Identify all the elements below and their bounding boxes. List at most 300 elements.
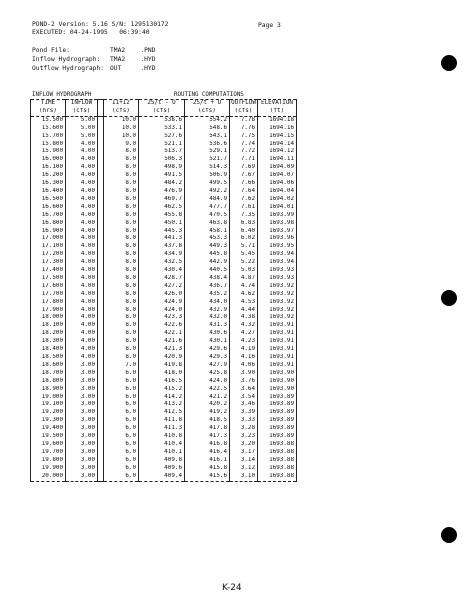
- table-row: [31, 409, 297, 417]
- inflow-cell: 4.00: [66, 314, 98, 322]
- time-cell: 19.800: [31, 457, 66, 465]
- 2st-minus-o-cell: 424.9: [139, 299, 185, 307]
- time-cell: 16.600: [31, 204, 66, 212]
- outflow-cell: 7.61: [230, 204, 258, 212]
- table-row: [31, 465, 297, 473]
- outflow-cell: 5.03: [230, 267, 258, 275]
- outflow-cell: 7.71: [230, 156, 258, 164]
- elevation-cell: 1693.88: [258, 473, 297, 481]
- 2st-minus-o-cell: 426.0: [139, 291, 185, 299]
- inflow-cell: 3.00: [66, 394, 98, 402]
- table-row: [31, 338, 297, 346]
- i1i2-cell: 6.0: [104, 378, 139, 386]
- col-header-time: TIME: [31, 100, 66, 108]
- 2st-plus-o-cell: 434.0: [185, 299, 230, 307]
- inflow-cell: 4.00: [66, 354, 98, 362]
- i1i2-cell: 8.0: [104, 172, 139, 180]
- inflow-cell: 4.00: [66, 148, 98, 156]
- time-cell: 16.200: [31, 172, 66, 180]
- table-row: [31, 330, 297, 338]
- i1i2-cell: 8.0: [104, 188, 139, 196]
- i1i2-cell: 10.0: [104, 133, 139, 141]
- 2st-minus-o-cell: 419.8: [139, 362, 185, 370]
- time-cell: 17.300: [31, 259, 66, 267]
- time-cell: 17.400: [31, 267, 66, 275]
- outflow-cell: 5.22: [230, 259, 258, 267]
- 2st-minus-o-cell: 513.7: [139, 148, 185, 156]
- table-row: [31, 267, 297, 275]
- 2st-minus-o-cell: 432.5: [139, 259, 185, 267]
- inflow-cell: 5.00: [66, 133, 98, 141]
- elevation-cell: 1694.11: [258, 156, 297, 164]
- elevation-cell: 1694.16: [258, 125, 297, 133]
- table-row: [31, 378, 297, 386]
- 2st-plus-o-cell: 492.2: [185, 188, 230, 196]
- time-cell: 17.100: [31, 243, 66, 251]
- i1i2-cell: 6.0: [104, 370, 139, 378]
- 2st-plus-o-cell: 422.5: [185, 386, 230, 394]
- table-row: [31, 386, 297, 394]
- outflow-cell: 6.02: [230, 235, 258, 243]
- 2st-plus-o-cell: 421.2: [185, 394, 230, 402]
- outflow-cell: 4.38: [230, 314, 258, 322]
- time-cell: 19.900: [31, 465, 66, 473]
- 2st-plus-o-cell: 440.5: [185, 267, 230, 275]
- i1i2-cell: 6.0: [104, 457, 139, 465]
- time-cell: 16.700: [31, 212, 66, 220]
- 2st-minus-o-cell: 462.5: [139, 204, 185, 212]
- elevation-cell: 1693.92: [258, 307, 297, 315]
- 2st-minus-o-cell: 498.9: [139, 164, 185, 172]
- outflow-cell: 3.28: [230, 425, 258, 433]
- outflow-cell: 7.75: [230, 133, 258, 141]
- 2st-plus-o-cell: 419.2: [185, 409, 230, 417]
- col-unit-i1i2: (cfs): [104, 108, 139, 116]
- binder-hole-bottom: [441, 527, 457, 543]
- 2st-minus-o-cell: 409.8: [139, 457, 185, 465]
- outflow-cell: 7.69: [230, 164, 258, 172]
- time-cell: 17.600: [31, 283, 66, 291]
- i1i2-cell: 8.0: [104, 346, 139, 354]
- time-cell: 18.900: [31, 386, 66, 394]
- time-cell: 18.800: [31, 378, 66, 386]
- 2st-plus-o-cell: 470.5: [185, 212, 230, 220]
- table-row: [31, 283, 297, 291]
- inflow-cell: 5.00: [66, 125, 98, 133]
- elevation-cell: 1693.91: [258, 346, 297, 354]
- 2st-minus-o-cell: 491.5: [139, 172, 185, 180]
- inflow-cell: 3.00: [66, 417, 98, 425]
- 2st-minus-o-cell: 437.8: [139, 243, 185, 251]
- 2st-minus-o-cell: 484.2: [139, 180, 185, 188]
- i1i2-cell: 8.0: [104, 307, 139, 315]
- table-row: [31, 370, 297, 378]
- elevation-cell: 1693.88: [258, 441, 297, 449]
- elevation-cell: 1693.89: [258, 394, 297, 402]
- inflow-cell: 4.00: [66, 164, 98, 172]
- elevation-cell: 1693.90: [258, 370, 297, 378]
- table-row: [31, 251, 297, 259]
- table-row: [31, 188, 297, 196]
- elevation-cell: 1693.88: [258, 449, 297, 457]
- table-row: [31, 228, 297, 236]
- elevation-cell: 1693.89: [258, 433, 297, 441]
- 2st-plus-o-cell: 445.8: [185, 251, 230, 259]
- 2st-minus-o-cell: 416.5: [139, 378, 185, 386]
- 2st-minus-o-cell: 420.9: [139, 354, 185, 362]
- 2st-plus-o-cell: 432.9: [185, 307, 230, 315]
- 2st-plus-o-cell: 417.3: [185, 433, 230, 441]
- program-version-line: POND-2 Version: 5.16 S/N: 1295130172: [32, 21, 169, 28]
- 2st-minus-o-cell: 428.7: [139, 275, 185, 283]
- col-unit-elevation: (ft): [258, 108, 297, 116]
- time-cell: 15.900: [31, 148, 66, 156]
- time-cell: 15.600: [31, 125, 66, 133]
- elevation-cell: 1694.18: [258, 116, 297, 124]
- table-units-row: [31, 108, 297, 116]
- time-cell: 16.300: [31, 180, 66, 188]
- time-cell: 16.000: [31, 156, 66, 164]
- inflow-cell: 3.00: [66, 401, 98, 409]
- elevation-cell: 1693.92: [258, 314, 297, 322]
- elevation-cell: 1693.97: [258, 228, 297, 236]
- 2st-minus-o-cell: 538.6: [139, 116, 185, 124]
- inflow-cell: 4.00: [66, 180, 98, 188]
- routing-computations-caption: ROUTING COMPUTATIONS: [174, 92, 244, 98]
- table-row: [31, 235, 297, 243]
- table-row: [31, 133, 297, 141]
- 2st-plus-o-cell: 506.9: [185, 172, 230, 180]
- outflow-cell: 4.62: [230, 291, 258, 299]
- time-cell: 17.800: [31, 299, 66, 307]
- table-header-row: [31, 100, 297, 108]
- outflow-cell: 4.16: [230, 354, 258, 362]
- table-row: [31, 354, 297, 362]
- elevation-cell: 1693.88: [258, 457, 297, 465]
- inflow-hydrograph-value: TMA2 .HYD: [110, 56, 156, 63]
- inflow-cell: 4.00: [66, 338, 98, 346]
- table-row: [31, 425, 297, 433]
- table-row: [31, 116, 297, 124]
- table-row: [31, 156, 297, 164]
- i1i2-cell: 8.0: [104, 354, 139, 362]
- inflow-cell: 3.00: [66, 386, 98, 394]
- time-cell: 17.700: [31, 291, 66, 299]
- elevation-cell: 1693.89: [258, 425, 297, 433]
- 2st-minus-o-cell: 434.9: [139, 251, 185, 259]
- time-cell: 20.000: [31, 473, 66, 481]
- table-row: [31, 164, 297, 172]
- 2st-minus-o-cell: 415.2: [139, 386, 185, 394]
- inflow-cell: 3.00: [66, 433, 98, 441]
- table-row: [31, 291, 297, 299]
- i1i2-cell: 6.0: [104, 409, 139, 417]
- time-cell: 16.500: [31, 196, 66, 204]
- i1i2-cell: 8.0: [104, 156, 139, 164]
- outflow-cell: 3.14: [230, 457, 258, 465]
- inflow-cell: 4.00: [66, 243, 98, 251]
- 2st-plus-o-cell: 416.1: [185, 457, 230, 465]
- time-cell: 16.900: [31, 228, 66, 236]
- inflow-cell: 3.00: [66, 441, 98, 449]
- i1i2-cell: 10.0: [104, 125, 139, 133]
- table-row: [31, 299, 297, 307]
- elevation-cell: 1693.89: [258, 409, 297, 417]
- elevation-cell: 1693.94: [258, 259, 297, 267]
- elevation-cell: 1693.91: [258, 330, 297, 338]
- outflow-cell: 4.06: [230, 362, 258, 370]
- 2st-minus-o-cell: 421.6: [139, 338, 185, 346]
- outflow-cell: 5.71: [230, 243, 258, 251]
- 2st-plus-o-cell: 514.3: [185, 164, 230, 172]
- 2st-plus-o-cell: 415.8: [185, 465, 230, 473]
- elevation-cell: 1693.98: [258, 220, 297, 228]
- outflow-cell: 3.33: [230, 417, 258, 425]
- outflow-cell: 3.90: [230, 370, 258, 378]
- time-cell: 15.500: [31, 116, 66, 124]
- outflow-cell: 3.10: [230, 473, 258, 481]
- table-row: [31, 220, 297, 228]
- col-unit-2st-minus-o: (cfs): [139, 108, 185, 116]
- elevation-cell: 1693.91: [258, 338, 297, 346]
- elevation-cell: 1693.89: [258, 417, 297, 425]
- pond-file-value: TMA2 .PND: [110, 47, 156, 54]
- i1i2-cell: 8.0: [104, 228, 139, 236]
- inflow-cell: 4.00: [66, 299, 98, 307]
- i1i2-cell: 8.0: [104, 212, 139, 220]
- outflow-cell: 6.40: [230, 228, 258, 236]
- inflow-cell: 4.00: [66, 283, 98, 291]
- page-number: Page 3: [258, 22, 281, 29]
- elevation-cell: 1693.90: [258, 378, 297, 386]
- table-row: [31, 307, 297, 315]
- i1i2-cell: 6.0: [104, 441, 139, 449]
- outflow-cell: 3.12: [230, 465, 258, 473]
- outflow-cell: 5.45: [230, 251, 258, 259]
- i1i2-cell: 6.0: [104, 394, 139, 402]
- i1i2-cell: 8.0: [104, 299, 139, 307]
- binder-hole-middle: [441, 290, 457, 306]
- pond-file-label: Pond File:: [32, 47, 70, 54]
- i1i2-cell: 8.0: [104, 338, 139, 346]
- table-row: [31, 212, 297, 220]
- i1i2-cell: 6.0: [104, 425, 139, 433]
- col-header-inflow: INFLOW: [66, 100, 98, 108]
- time-cell: 18.400: [31, 346, 66, 354]
- i1i2-cell: 6.0: [104, 433, 139, 441]
- time-cell: 18.500: [31, 354, 66, 362]
- elevation-cell: 1693.91: [258, 322, 297, 330]
- 2st-minus-o-cell: 455.8: [139, 212, 185, 220]
- 2st-minus-o-cell: 476.9: [139, 188, 185, 196]
- table-row: [31, 346, 297, 354]
- col-unit-outflow: (cfs): [230, 108, 258, 116]
- elevation-cell: 1694.14: [258, 141, 297, 149]
- table-row: [31, 204, 297, 212]
- 2st-plus-o-cell: 432.0: [185, 314, 230, 322]
- elevation-cell: 1693.91: [258, 362, 297, 370]
- elevation-cell: 1693.96: [258, 235, 297, 243]
- outflow-cell: 3.20: [230, 441, 258, 449]
- i1i2-cell: 8.0: [104, 235, 139, 243]
- 2st-minus-o-cell: 410.8: [139, 433, 185, 441]
- outflow-cell: 4.27: [230, 330, 258, 338]
- inflow-cell: 3.00: [66, 425, 98, 433]
- outflow-cell: 7.67: [230, 172, 258, 180]
- table-row: [31, 141, 297, 149]
- outflow-cell: 3.17: [230, 449, 258, 457]
- time-cell: 19.700: [31, 449, 66, 457]
- 2st-minus-o-cell: 413.2: [139, 401, 185, 409]
- 2st-plus-o-cell: 449.3: [185, 243, 230, 251]
- inflow-cell: 5.00: [66, 116, 98, 124]
- table-row: [31, 180, 297, 188]
- 2st-plus-o-cell: 430.1: [185, 338, 230, 346]
- time-cell: 18.600: [31, 362, 66, 370]
- i1i2-cell: 8.0: [104, 204, 139, 212]
- 2st-plus-o-cell: 536.6: [185, 141, 230, 149]
- inflow-cell: 4.00: [66, 156, 98, 164]
- table-row: [31, 401, 297, 409]
- elevation-cell: 1693.90: [258, 386, 297, 394]
- time-cell: 19.000: [31, 394, 66, 402]
- inflow-cell: 3.00: [66, 362, 98, 370]
- elevation-cell: 1693.89: [258, 401, 297, 409]
- 2st-plus-o-cell: 554.2: [185, 116, 230, 124]
- i1i2-cell: 6.0: [104, 386, 139, 394]
- outflow-cell: 6.83: [230, 220, 258, 228]
- time-cell: 18.200: [31, 330, 66, 338]
- outflow-cell: 7.66: [230, 180, 258, 188]
- inflow-cell: 3.00: [66, 409, 98, 417]
- outflow-cell: 3.54: [230, 394, 258, 402]
- 2st-minus-o-cell: 506.3: [139, 156, 185, 164]
- elevation-cell: 1693.88: [258, 465, 297, 473]
- time-cell: 18.300: [31, 338, 66, 346]
- 2st-plus-o-cell: 484.9: [185, 196, 230, 204]
- elevation-cell: 1693.92: [258, 299, 297, 307]
- elevation-cell: 1694.09: [258, 164, 297, 172]
- 2st-plus-o-cell: 463.8: [185, 220, 230, 228]
- table-row: [31, 314, 297, 322]
- inflow-cell: 4.00: [66, 251, 98, 259]
- elevation-cell: 1694.04: [258, 188, 297, 196]
- 2st-minus-o-cell: 410.4: [139, 441, 185, 449]
- 2st-plus-o-cell: 438.4: [185, 275, 230, 283]
- inflow-hydrograph-caption: INFLOW HYDROGRAPH: [32, 92, 92, 98]
- i1i2-cell: 8.0: [104, 220, 139, 228]
- inflow-cell: 4.00: [66, 212, 98, 220]
- table-row: [31, 259, 297, 267]
- i1i2-cell: 8.0: [104, 314, 139, 322]
- i1i2-cell: 8.0: [104, 275, 139, 283]
- time-cell: 19.400: [31, 425, 66, 433]
- 2st-plus-o-cell: 430.6: [185, 330, 230, 338]
- 2st-plus-o-cell: 417.8: [185, 425, 230, 433]
- inflow-cell: 3.00: [66, 370, 98, 378]
- time-cell: 19.500: [31, 433, 66, 441]
- elevation-cell: 1693.92: [258, 291, 297, 299]
- col-unit-time: (hrs): [31, 108, 66, 116]
- 2st-minus-o-cell: 445.3: [139, 228, 185, 236]
- 2st-minus-o-cell: 469.7: [139, 196, 185, 204]
- elevation-cell: 1693.93: [258, 267, 297, 275]
- i1i2-cell: 8.0: [104, 259, 139, 267]
- elevation-cell: 1693.92: [258, 283, 297, 291]
- time-cell: 16.400: [31, 188, 66, 196]
- table-row: [31, 394, 297, 402]
- 2st-plus-o-cell: 499.5: [185, 180, 230, 188]
- table-row: [31, 275, 297, 283]
- 2st-plus-o-cell: 418.5: [185, 417, 230, 425]
- col-header-2st-plus-o: 2S/t + O: [185, 100, 230, 108]
- binder-hole-top: [441, 55, 457, 71]
- time-cell: 19.100: [31, 401, 66, 409]
- i1i2-cell: 8.0: [104, 322, 139, 330]
- outflow-cell: 7.64: [230, 188, 258, 196]
- time-cell: 18.000: [31, 314, 66, 322]
- i1i2-cell: 8.0: [104, 330, 139, 338]
- 2st-minus-o-cell: 418.0: [139, 370, 185, 378]
- 2st-plus-o-cell: 477.7: [185, 204, 230, 212]
- inflow-hydrograph-label: Inflow Hydrograph:: [32, 56, 101, 63]
- 2st-plus-o-cell: 442.9: [185, 259, 230, 267]
- elevation-cell: 1694.12: [258, 148, 297, 156]
- 2st-minus-o-cell: 527.6: [139, 133, 185, 141]
- col-unit-inflow: (cfs): [66, 108, 98, 116]
- col-header-2st-minus-o: 2S/t - O: [139, 100, 185, 108]
- outflow-cell: 4.19: [230, 346, 258, 354]
- time-cell: 16.100: [31, 164, 66, 172]
- 2st-plus-o-cell: 436.7: [185, 283, 230, 291]
- inflow-cell: 4.00: [66, 330, 98, 338]
- inflow-cell: 4.00: [66, 291, 98, 299]
- inflow-cell: 3.00: [66, 457, 98, 465]
- inflow-cell: 4.00: [66, 259, 98, 267]
- table-row: [31, 433, 297, 441]
- outflow-cell: 7.35: [230, 212, 258, 220]
- table-row: [31, 473, 297, 481]
- inflow-cell: 4.00: [66, 172, 98, 180]
- inflow-cell: 4.00: [66, 307, 98, 315]
- i1i2-cell: 9.0: [104, 141, 139, 149]
- time-cell: 16.800: [31, 220, 66, 228]
- 2st-plus-o-cell: 424.0: [185, 378, 230, 386]
- inflow-cell: 4.00: [66, 275, 98, 283]
- inflow-cell: 4.00: [66, 322, 98, 330]
- outflow-cell: 4.44: [230, 307, 258, 315]
- inflow-cell: 4.00: [66, 235, 98, 243]
- elevation-cell: 1694.01: [258, 204, 297, 212]
- routing-table: [30, 99, 297, 482]
- table-row: [31, 322, 297, 330]
- inflow-cell: 3.00: [66, 449, 98, 457]
- 2st-plus-o-cell: 416.4: [185, 449, 230, 457]
- inflow-cell: 4.00: [66, 196, 98, 204]
- i1i2-cell: 8.0: [104, 267, 139, 275]
- time-cell: 19.300: [31, 417, 66, 425]
- table-row: [31, 148, 297, 156]
- i1i2-cell: 8.0: [104, 291, 139, 299]
- inflow-cell: 4.00: [66, 228, 98, 236]
- inflow-cell: 3.00: [66, 465, 98, 473]
- elevation-cell: 1693.94: [258, 251, 297, 259]
- i1i2-cell: 8.0: [104, 180, 139, 188]
- elevation-cell: 1694.06: [258, 180, 297, 188]
- outflow-hydrograph-value: OUT .HYD: [110, 65, 156, 72]
- 2st-minus-o-cell: 422.1: [139, 330, 185, 338]
- i1i2-cell: 8.0: [104, 283, 139, 291]
